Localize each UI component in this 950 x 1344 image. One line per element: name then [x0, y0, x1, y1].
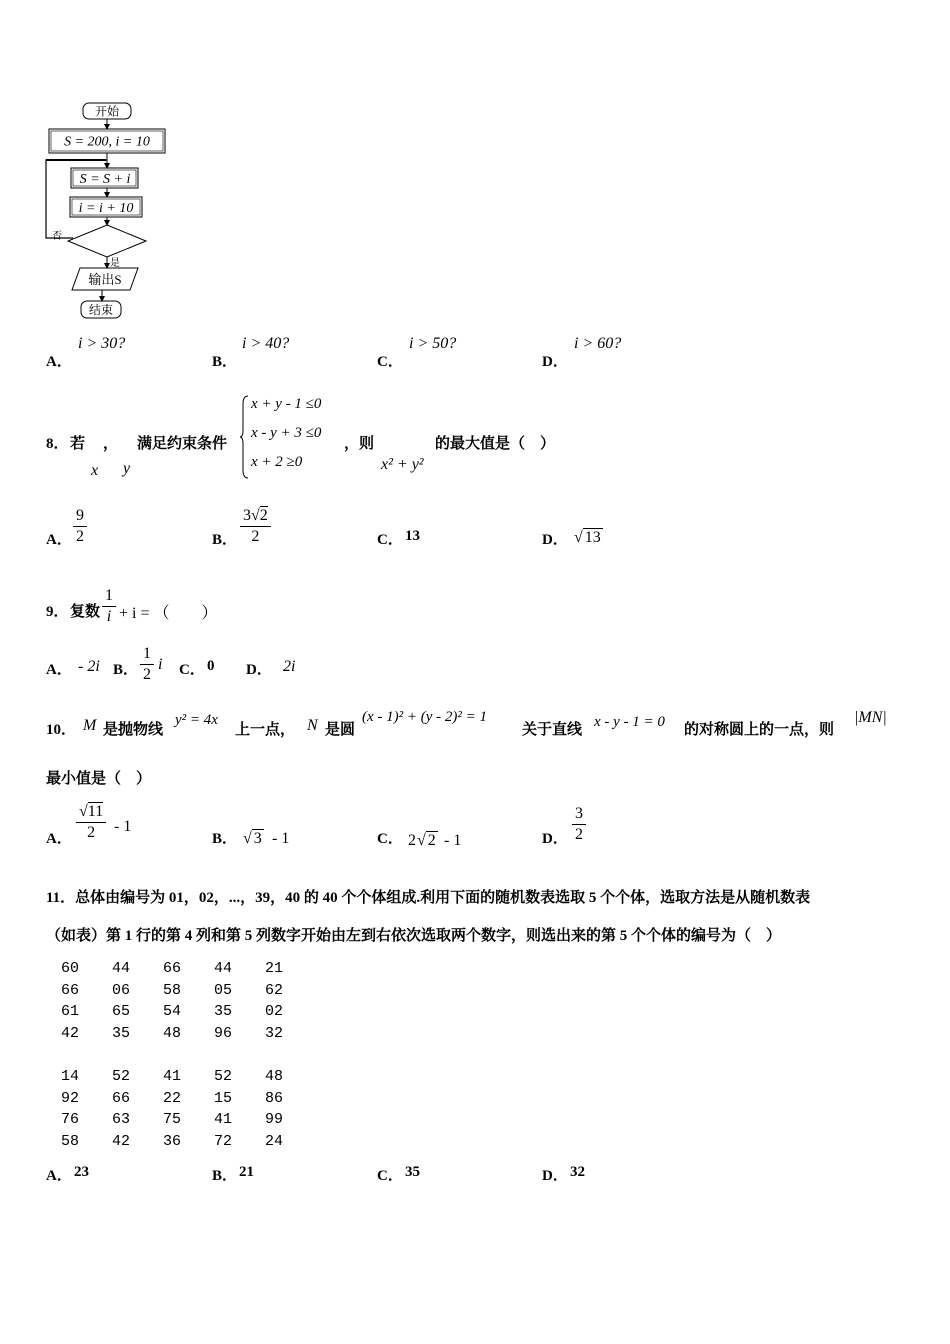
table-row [61, 958, 316, 980]
table-cell: 75 [163, 1111, 182, 1129]
q8-number: 8． [46, 436, 69, 452]
q8-option-a-fraction [73, 506, 87, 547]
table-cell: 14 [61, 1068, 80, 1086]
table-cell: 32 [265, 1024, 284, 1042]
table-cell: 22 [163, 1089, 182, 1107]
table-cell: 15 [214, 1089, 233, 1107]
table-cell: 58 [61, 1132, 80, 1150]
q11-option-b-letter: B． [212, 1168, 238, 1184]
table-cell: 60 [61, 960, 80, 978]
table-cell: 41 [214, 1111, 233, 1129]
flow-step1-text: S = S + i [79, 172, 131, 187]
q8-option-d-letter: D． [542, 532, 568, 548]
q11-option-a-letter: A． [46, 1168, 72, 1184]
q8-constraint-3: x + 2 ≥0 [251, 454, 303, 470]
table-cell: 61 [61, 1003, 80, 1021]
q7-option-a-text: i > 30? [78, 335, 126, 352]
q9-option-b-var: i [158, 656, 163, 673]
q8-option-b-denominator: 2 [251, 528, 260, 545]
q10-point-m: M [83, 717, 97, 734]
q10-point-n: N [307, 717, 318, 734]
q8-option-b-radical: √ [251, 507, 260, 524]
table-cell: 36 [163, 1132, 182, 1150]
table-cell: 72 [214, 1132, 233, 1150]
q11-option-d-text: 32 [570, 1164, 585, 1180]
q10-option-a-tail: - 1 [114, 818, 132, 835]
q7-option-b-letter: B． [212, 354, 238, 370]
q8-option-b-fraction [240, 506, 271, 547]
q8-constraint-1: x + y - 1 ≤0 [251, 396, 322, 412]
table-cell: 35 [214, 1003, 233, 1021]
q8-text-4: ，则 [344, 436, 375, 452]
q10-option-c-letter: C． [377, 831, 403, 847]
q7-options [46, 335, 746, 370]
q10-number: 10． [46, 722, 77, 738]
q8-text-1: 若 [70, 436, 86, 452]
table-row [61, 1131, 316, 1153]
q10-text-5: 的对称圆上的一点，则 [684, 722, 835, 738]
q8-constraint-2: x - y + 3 ≤0 [251, 425, 322, 441]
q10-line: x - y - 1 = 0 [594, 714, 665, 730]
table-cell: 99 [265, 1111, 284, 1129]
q9-option-c-text: 0 [207, 658, 215, 674]
q10-text-3: 是圆 [325, 722, 356, 738]
q10-options [46, 800, 746, 856]
table-cell: 52 [214, 1068, 233, 1086]
q9-option-b-letter: B． [113, 662, 139, 678]
table-row [61, 980, 316, 1002]
q8-options [46, 504, 746, 564]
q11-options [46, 1164, 746, 1188]
table-row [61, 1001, 316, 1023]
table-cell: 76 [61, 1111, 80, 1129]
q8-text-5: 的最大值是（ ） [435, 436, 556, 452]
table-cell: 48 [265, 1068, 284, 1086]
q7-option-d-letter: D． [542, 354, 568, 370]
table-cell: 62 [265, 981, 284, 999]
q10-mn: |MN| [854, 709, 887, 726]
q9-option-b-fraction [140, 644, 154, 685]
table-cell: 65 [112, 1003, 131, 1021]
flow-end-text: 结束 [88, 303, 114, 317]
q11-option-a-text: 23 [74, 1164, 89, 1180]
random-number-table-bottom [61, 1066, 316, 1152]
q10-option-a-denominator: 2 [87, 824, 96, 841]
table-row [61, 1088, 316, 1110]
q8-option-d-radicand: 13 [584, 529, 601, 546]
q11-line-2: （如表）第 1 行的第 4 列和第 5 列数字开始由左到右依次选取两个数字，则选出来的第 5 个个体的编号为（ ） [46, 928, 782, 944]
q10-option-d-denominator: 2 [575, 826, 583, 843]
q9-label: 复数 [70, 604, 101, 620]
q9-option-d-text: 2i [283, 658, 296, 675]
q10-option-a-numerator [76, 802, 106, 823]
q9-option-b-numerator: 1 [140, 644, 154, 665]
q8-text-2: ， [103, 436, 119, 452]
q10-option-a-radical: √ [79, 803, 88, 820]
q9-option-d-letter: D． [246, 662, 272, 678]
flow-start-text: 开始 [94, 104, 120, 119]
q8-option-d-sqrt: √ 13 [574, 529, 601, 546]
q10-text-2: 上一点， [235, 722, 296, 738]
flow-output-text: 输出S [88, 272, 122, 287]
q10-text-4: 关于直线 [522, 722, 583, 738]
question-9 [46, 586, 446, 636]
q10-option-a-radicand: 11 [87, 803, 104, 820]
q8-option-a-denominator: 2 [76, 528, 84, 545]
table-cell: 05 [214, 981, 233, 999]
q10-parabola: y² = 4x [175, 712, 218, 728]
table-cell: 41 [163, 1068, 182, 1086]
table-row [61, 1109, 316, 1131]
q9-option-a-letter: A． [46, 662, 72, 678]
q8-text-3: 满足约束条件 [137, 436, 228, 452]
table-cell: 44 [214, 960, 233, 978]
q10-text-6: 最小值是（ ） [46, 771, 152, 787]
q8-option-b-coef: 3 [243, 507, 251, 524]
q8-option-b-radicand: 2 [259, 507, 268, 524]
table-cell: 58 [163, 981, 182, 999]
q9-denominator: i [106, 608, 112, 625]
q7-option-d-text: i > 60? [574, 335, 622, 352]
q10-option-a-fraction [76, 802, 106, 843]
random-number-table-top [61, 958, 316, 1044]
question-10 [46, 706, 906, 790]
table-cell: 44 [112, 960, 131, 978]
q8-brace [240, 394, 250, 480]
q8-var-x: x [91, 462, 99, 479]
question-8 [46, 394, 646, 484]
table-cell: 63 [112, 1111, 131, 1129]
q8-option-b-letter: B． [212, 532, 238, 548]
q7-option-c-text: i > 50? [409, 335, 457, 352]
q8-option-c-letter: C． [377, 532, 403, 548]
q8-var-y: y [123, 460, 131, 477]
q10-option-b-radicand: 3 [253, 830, 262, 847]
table-row [61, 1023, 316, 1045]
table-cell: 48 [163, 1024, 182, 1042]
q7-option-c-letter: C． [377, 354, 403, 370]
q11-option-c-text: 35 [405, 1164, 420, 1180]
q8-expression: x² + y² [381, 456, 424, 473]
table-cell: 52 [112, 1068, 131, 1086]
table-cell: 96 [214, 1024, 233, 1042]
table-cell: 66 [61, 981, 80, 999]
table-cell: 24 [265, 1132, 284, 1150]
q9-rest: + i = （ ） [119, 605, 218, 622]
table-cell: 54 [163, 1003, 182, 1021]
table-cell: 21 [265, 960, 284, 978]
q8-option-c-text: 13 [405, 528, 420, 544]
q8-option-b-numerator [240, 506, 271, 527]
q10-option-d-letter: D． [542, 831, 568, 847]
table-row [61, 1066, 316, 1088]
q9-fraction [102, 586, 116, 627]
table-cell: 42 [112, 1132, 131, 1150]
table-cell: 66 [163, 960, 182, 978]
q9-option-a-text: - 2i [78, 658, 100, 675]
flowchart [40, 98, 180, 326]
table-cell: 42 [61, 1024, 80, 1042]
q10-option-c-radicand: 2 [427, 832, 436, 849]
q8-option-a-letter: A． [46, 532, 72, 548]
table-cell: 66 [112, 1089, 131, 1107]
q10-option-c-tail: - 1 [444, 832, 462, 849]
q10-option-d-fraction [572, 804, 586, 845]
q11-line-1: 11．总体由编号为 01，02，...，39，40 的 40 个个体组成.利用下面的随机数表选取 5 个个体，选取方法是从随机数表 [46, 890, 811, 906]
q10-option-a-letter: A． [46, 831, 72, 847]
table-cell: 06 [112, 981, 131, 999]
flow-yes-label: 是 [110, 258, 120, 269]
q10-text-1: 是抛物线 [103, 722, 164, 738]
table-cell: 02 [265, 1003, 284, 1021]
table-cell: 35 [112, 1024, 131, 1042]
flow-no-label: 否 [52, 231, 62, 242]
q9-number: 9． [46, 604, 69, 620]
q10-option-c-coef: 2 [408, 832, 416, 849]
flow-step2-text: i = i + 10 [78, 201, 134, 216]
flow-init-text: S = 200, i = 10 [64, 134, 150, 150]
q10-option-d-numerator: 3 [572, 804, 586, 825]
q9-option-b-denominator: 2 [143, 666, 151, 683]
q7-option-b-text: i > 40? [242, 335, 290, 352]
q10-option-c-sqrt: √ 2 [417, 832, 436, 849]
q10-option-b-tail: - 1 [272, 830, 290, 847]
table-cell: 86 [265, 1089, 284, 1107]
q9-numerator: 1 [102, 586, 116, 607]
q9-options [46, 644, 446, 692]
q11-option-d-letter: D． [542, 1168, 568, 1184]
q8-option-a-numerator: 9 [73, 506, 87, 527]
q10-circle: (x - 1)² + (y - 2)² = 1 [362, 709, 488, 725]
q7-option-a-letter: A． [46, 354, 72, 370]
q11-option-b-text: 21 [239, 1164, 254, 1180]
table-cell: 92 [61, 1089, 80, 1107]
q10-option-b-sqrt: √ 3 [243, 830, 262, 847]
q10-option-b-letter: B． [212, 831, 238, 847]
flow-decision-diamond [68, 225, 146, 257]
q9-option-c-letter: C． [179, 662, 205, 678]
q11-option-c-letter: C． [377, 1168, 403, 1184]
